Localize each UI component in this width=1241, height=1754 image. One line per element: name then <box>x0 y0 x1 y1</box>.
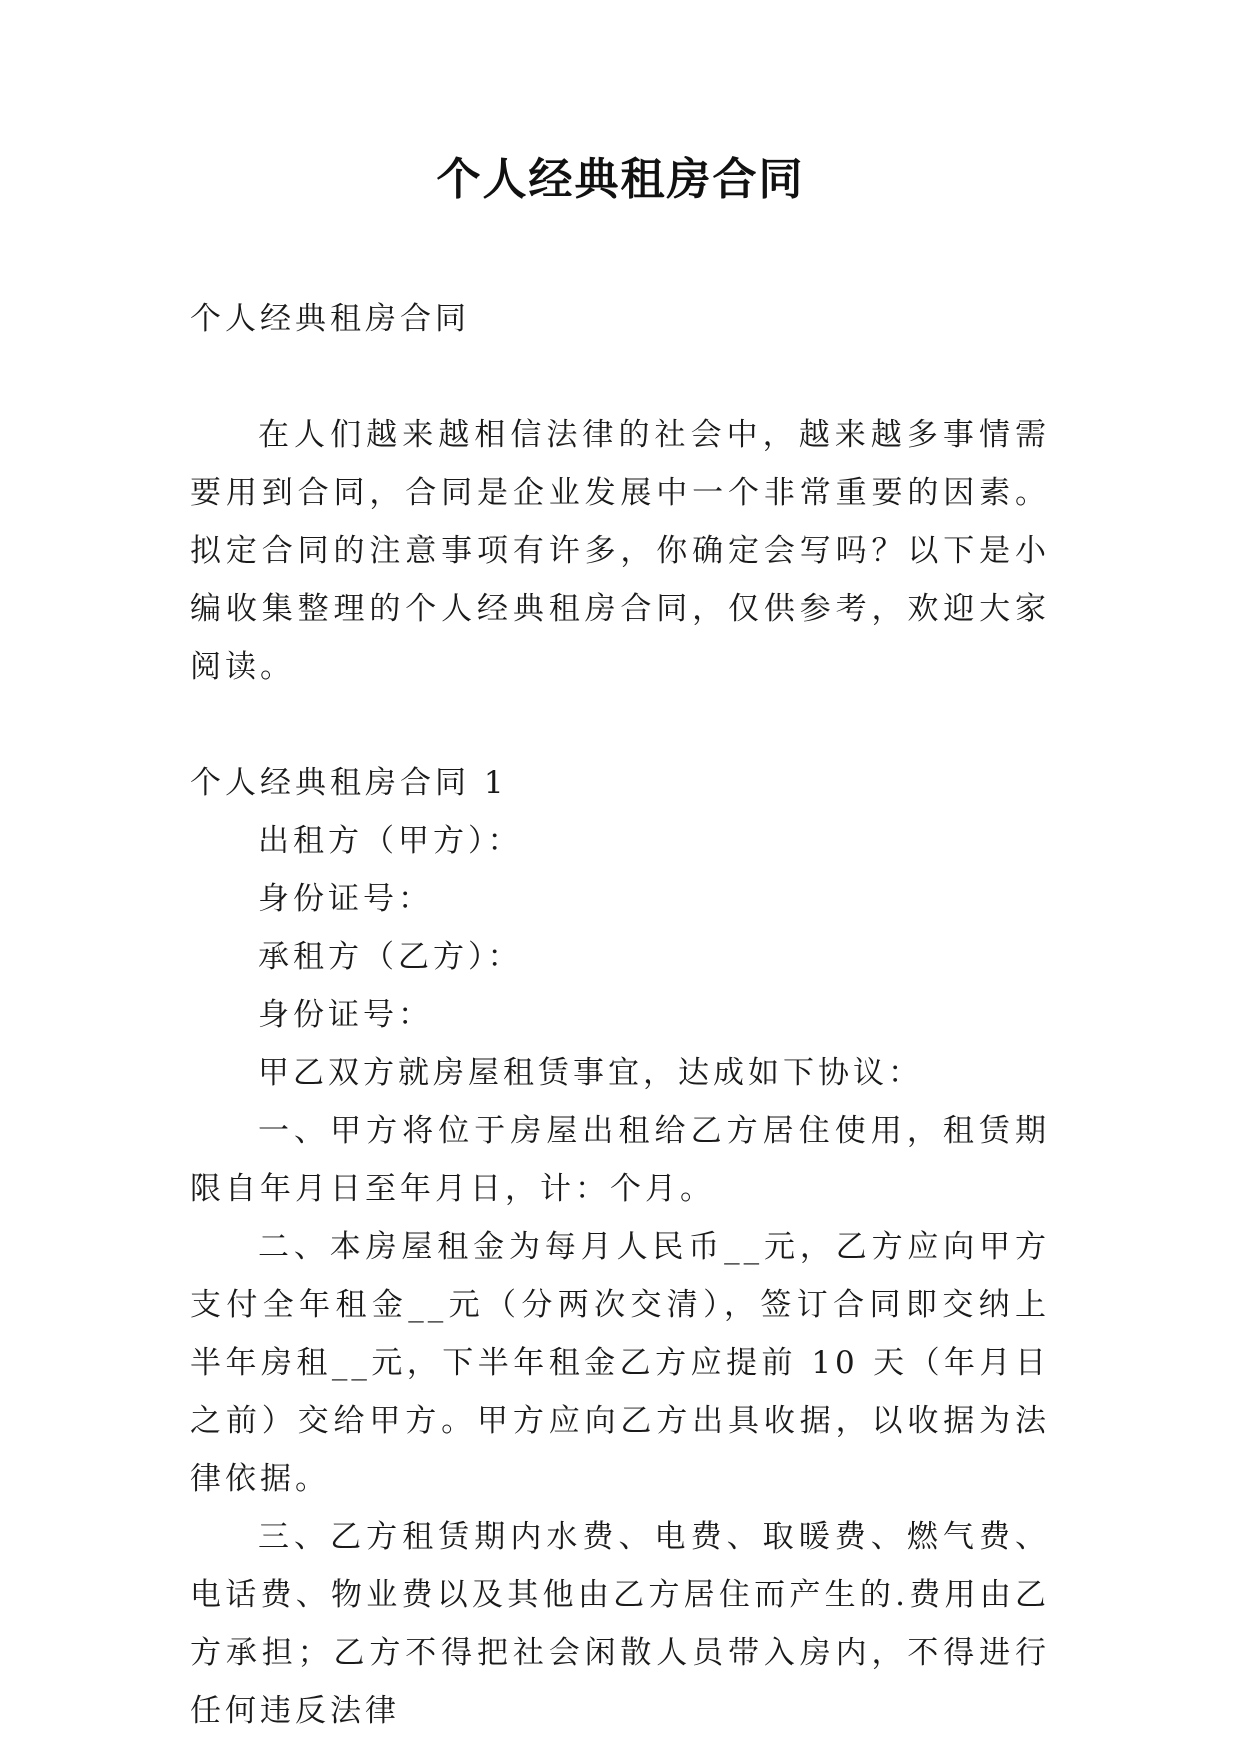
intro-paragraph: 在人们越来越相信法律的社会中，越来越多事情需要用到合同，合同是企业发展中一个非常重要的因素。拟定合同的注意事项有许多，你确定会写吗？以下是小编收集整理的个人经典租房合同，仅供参考，欢迎大家阅读。 <box>190 417 1050 685</box>
lessor-line: 出租方（甲方）： <box>258 823 523 859</box>
clause-2: 二、本房屋租金为每月人民币__元，乙方应向甲方支付全年租金__元（分两次交清），签订合同即交纳上半年房租__元，下半年租金乙方应提前 10 天（年月日之前）交给甲方。甲方应向乙方出具收据，以收据为法律依据。 <box>190 1229 1050 1497</box>
lessee-id-line: 身份证号： <box>258 997 433 1033</box>
lessee-line: 承租方（乙方）： <box>258 939 523 975</box>
clause-3: 三、乙方租赁期内水费、电费、取暖费、燃气费、电话费、物业费以及其他由乙方居住而产生的.费用由乙方承担；乙方不得把社会闲散人员带入房内，不得进行任何违反法律 <box>190 1519 1050 1729</box>
lessor-id-line: 身份证号： <box>258 881 433 917</box>
clause-1: 一、甲方将位于房屋出租给乙方居住使用，租赁期限自年月日至年月日，计：个月。 <box>190 1113 1050 1207</box>
document-heading: 个人经典租房合同 <box>190 301 470 337</box>
section-title: 个人经典租房合同 1 <box>190 765 508 801</box>
document-body <box>190 290 1050 1740</box>
document-title: 个人经典租房合同 <box>436 154 805 205</box>
agreement-line: 甲乙双方就房屋租赁事宜，达成如下协议： <box>258 1055 923 1091</box>
